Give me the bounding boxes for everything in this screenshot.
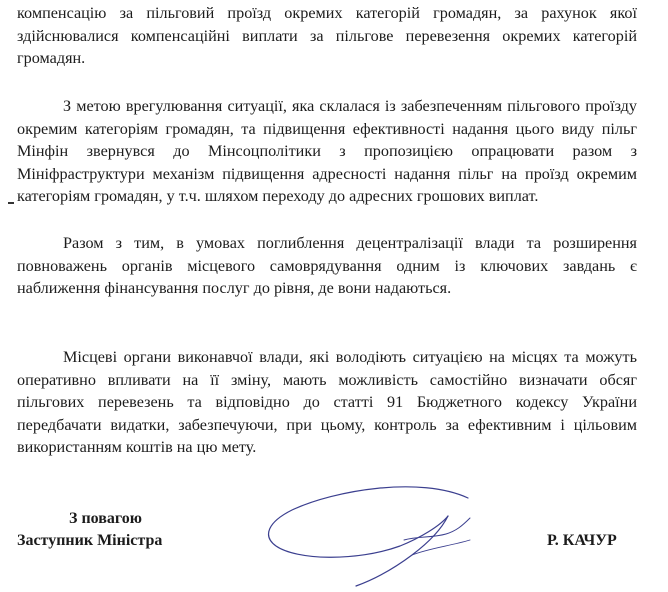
paragraph-4: Місцеві органи виконавчої влади, які володіють ситуацією на місцях та можуть оперативно впливати на її зміну, мають можливість самостійно визначати обсяг пільгових перевезень та відповідно до статті 91 Бюджетного кодексу України передбачати видатки, забезпечуючи, при цьому, контроль за ефективним і цільовим використанням коштів на цю мету. — [17, 348, 637, 456]
paragraph-1: компенсацію за пільговий проїзд окремих категорій громадян, за рахунок якої здійснювалися компенсаційні виплати за пільгове перевезення окремих категорій громадян. — [17, 4, 637, 67]
closing-regards: З повагою — [69, 510, 142, 527]
margin-mark — [8, 202, 14, 204]
paragraph-3: Разом з тим, в умовах поглиблення децентралізації влади та розширення повноважень органів місцевого самоврядування одним із ключових завдань є наближення фінансування послуг до рівня, де вони надаються. — [17, 234, 637, 297]
closing-block — [17, 508, 162, 552]
signer-name: Р. КАЧУР — [547, 532, 617, 549]
signer-position: Заступник Міністра — [17, 532, 163, 549]
paragraph-2: З метою врегулювання ситуації, яка склалася із забезпеченням пільгового проїзду окремим категоріям громадян, та підвищення ефективності надання цього виду пільг Мінфін звернувся до Мінсоцполітики з пропозицією опрацювати разом з Мініфраструктури механізм підвищення адресності надання пільг на проїзд окремим категоріям громадян, у т.ч. шляхом переходу до адресних грошових виплат. — [17, 97, 637, 205]
